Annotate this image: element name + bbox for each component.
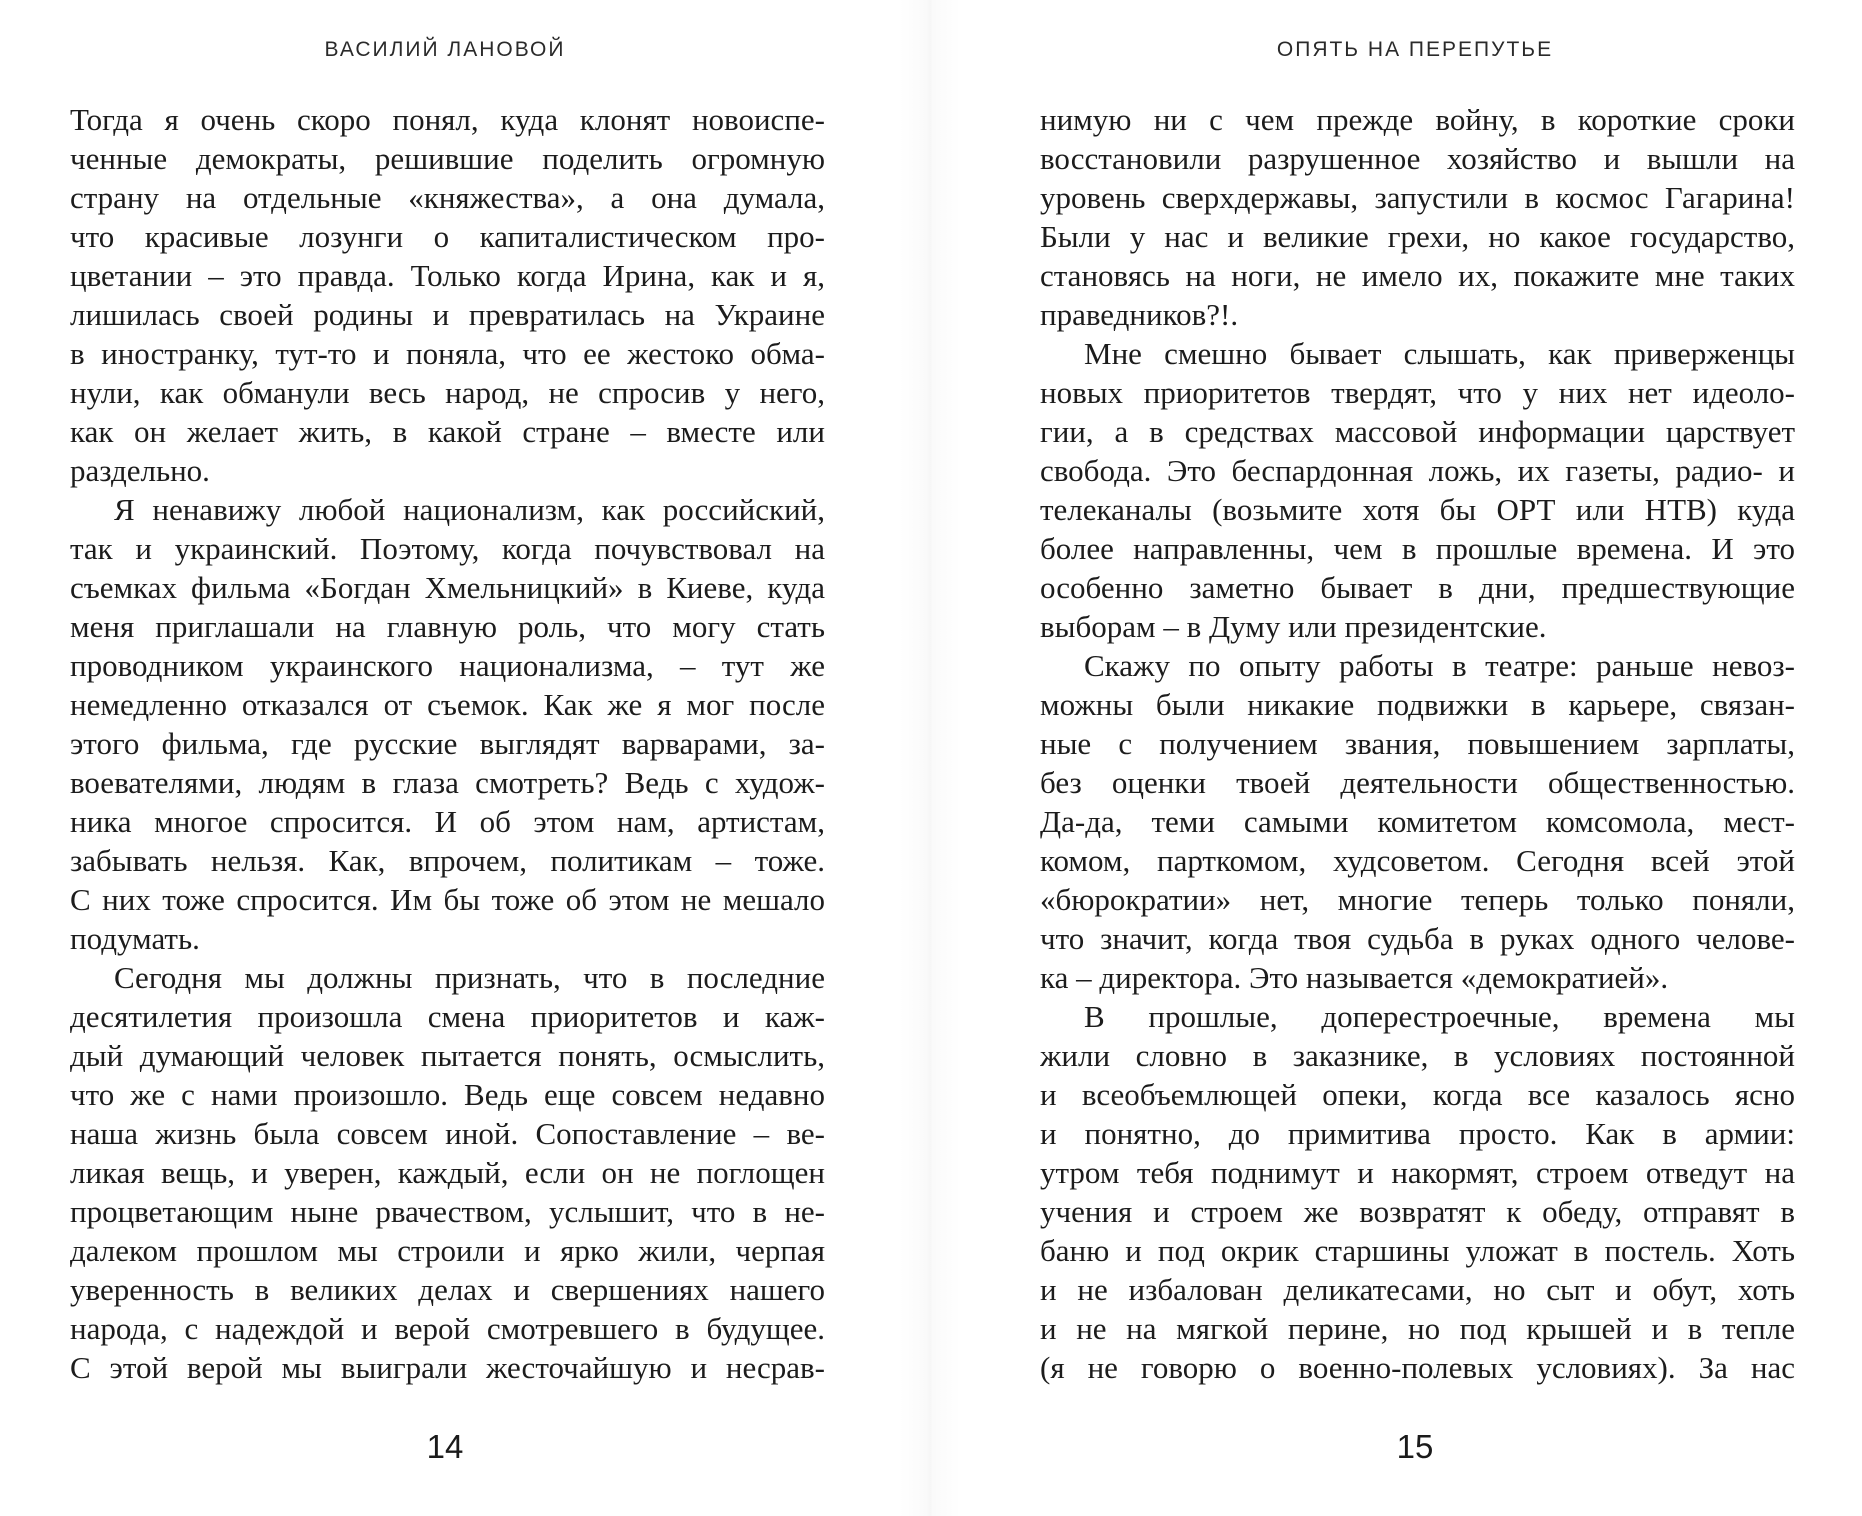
text-line: воевателями, людям в глаза смотреть? Ведь с худож-: [70, 765, 825, 800]
text-line: и понятно, до примитива просто. Как в армии:: [1040, 1116, 1795, 1151]
text-line: праведников?!.: [1040, 297, 1239, 332]
text-line: новых приоритетов твердят, что у них нет идеоло-: [1040, 375, 1795, 410]
text-line: Были у нас и великие грехи, но какое государство,: [1040, 219, 1795, 254]
text-line: нимую ни с чем прежде войну, в короткие сроки: [1040, 102, 1795, 137]
text-line: этого фильма, где русские выглядят варварами, за-: [70, 726, 825, 761]
right-body-text: [1040, 100, 1795, 1387]
text-line: Скажу по опыту работы в театре: раньше невоз-: [1084, 648, 1795, 683]
text-line: проводником украинского национализма, – тут же: [70, 648, 825, 683]
text-line: без оценки твоей деятельности общественностью.: [1040, 765, 1795, 800]
text-line: уровень сверхдержавы, запустили в космос Гагарина!: [1040, 180, 1795, 215]
text-line: немедленно отказался от съемок. Как же я мог после: [70, 687, 825, 722]
text-line: лишилась своей родины и превратилась на Украине: [70, 297, 825, 332]
text-line: Я ненавижу любой национализм, как российский,: [114, 492, 825, 527]
text-line: народа, с надеждой и верой смотревшего в будущее.: [70, 1311, 825, 1346]
text-line: «бюрократии» нет, многие теперь только поняли,: [1040, 882, 1795, 917]
text-line: жили словно в заказнике, в условиях постоянной: [1040, 1038, 1795, 1073]
text-line: ные с получением звания, повышением зарплаты,: [1040, 726, 1795, 761]
right-page: [1030, 0, 1800, 1516]
text-line: С этой верой мы выиграли жесточайшую и несрав-: [70, 1350, 825, 1385]
text-line: так и украинский. Поэтому, когда почувствовал на: [70, 531, 825, 566]
text-line: что же с нами произошло. Ведь еще совсем недавно: [70, 1077, 825, 1112]
text-line: что красивые лозунги о капиталистическом про-: [70, 219, 825, 254]
text-line: что значит, когда твоя судьба в руках одного челове-: [1040, 921, 1795, 956]
text-line: съемках фильма «Богдан Хмельницкий» в Киеве, куда: [70, 570, 825, 605]
text-line: подумать.: [70, 921, 200, 956]
left-page-number: 14: [426, 1428, 464, 1465]
left-page: [60, 0, 830, 1516]
text-line: меня приглашали на главную роль, что могу стать: [70, 609, 825, 644]
text-line: гии, а в средствах массовой информации царствует: [1040, 414, 1795, 449]
text-line: Мне смешно бывает слышать, как приверженцы: [1084, 336, 1795, 371]
text-line: Сегодня мы должны признать, что в последние: [114, 960, 825, 995]
text-line: более направленны, чем в прошлые времена. И это: [1040, 531, 1795, 566]
text-line: ченные демократы, решившие поделить огромную: [70, 141, 825, 176]
text-line: цветании – это правда. Только когда Ирина, как и я,: [70, 258, 825, 293]
text-line: телеканалы (возьмите хотя бы ОРТ или НТВ) куда: [1040, 492, 1795, 527]
text-line: в иностранку, тут-то и поняла, что ее жестоко обма-: [70, 336, 825, 371]
text-line: утром тебя поднимут и накормят, строем отведут на: [1040, 1155, 1795, 1190]
text-line: Тогда я очень скоро понял, куда клонят новоиспе-: [70, 102, 825, 137]
left-body-text: [70, 100, 825, 1387]
right-page-number: 15: [1396, 1428, 1434, 1465]
text-line: и не на мягкой перине, но под крышей и в тепле: [1040, 1311, 1795, 1346]
text-line: уверенность в великих делах и свершениях нашего: [70, 1272, 825, 1307]
text-line: далеком прошлом мы строили и ярко жили, черпая: [70, 1233, 825, 1268]
text-line: (я не говорю о военно-полевых условиях). За нас: [1040, 1350, 1795, 1385]
text-line: Да-да, теми самыми комитетом комсомола, мест-: [1040, 804, 1795, 839]
text-line: комом, парткомом, худсоветом. Сегодня всей этой: [1040, 843, 1795, 878]
text-line: учения и строем же возвратят к обеду, отправят в: [1040, 1194, 1795, 1229]
text-line: ника многое спросится. И об этом нам, артистам,: [70, 804, 825, 839]
left-running-head: ВАСИЛИЙ ЛАНОВОЙ: [324, 38, 566, 61]
text-line: становясь на ноги, не имело их, покажите мне таких: [1040, 258, 1795, 293]
text-line: и всеобъемлющей опеки, когда все казалось ясно: [1040, 1077, 1795, 1112]
text-line: ликая вещь, и уверен, каждый, если он не поглощен: [70, 1155, 825, 1190]
text-line: особенно заметно бывает в дни, предшествующие: [1040, 570, 1795, 605]
text-line: нули, как обманули весь народ, не спросив у него,: [70, 375, 825, 410]
text-line: как он желает жить, в какой стране – вместе или: [70, 414, 825, 449]
text-line: В прошлые, доперестроечные, времена мы: [1084, 999, 1795, 1034]
gutter: [900, 0, 960, 1516]
text-line: раздельно.: [70, 453, 210, 488]
text-line: выборам – в Думу или президентские.: [1040, 609, 1547, 644]
text-line: и не избалован деликатесами, но сыт и обут, хоть: [1040, 1272, 1795, 1307]
text-line: десятилетия произошла смена приоритетов и каж-: [70, 999, 825, 1034]
text-line: можны были никакие подвижки в карьере, связан-: [1040, 687, 1795, 722]
text-line: дый думающий человек пытается понять, осмыслить,: [70, 1038, 825, 1073]
text-line: баню и под окрик старшины уложат в постель. Хоть: [1040, 1233, 1795, 1268]
right-running-head: ОПЯТЬ НА ПЕРЕПУТЬЕ: [1276, 38, 1554, 61]
text-line: С них тоже спросится. Им бы тоже об этом не мешало: [70, 882, 825, 917]
text-line: восстановили разрушенное хозяйство и вышли на: [1040, 141, 1795, 176]
text-line: забывать нельзя. Как, впрочем, политикам – тоже.: [70, 843, 825, 878]
text-line: страну на отдельные «княжества», а она думала,: [70, 180, 825, 215]
text-line: наша жизнь была совсем иной. Сопоставление – ве-: [70, 1116, 825, 1151]
text-line: процветающим ныне рвачеством, услышит, что в не-: [70, 1194, 825, 1229]
text-line: ка – директора. Это называется «демократией».: [1040, 960, 1669, 995]
text-line: свобода. Это беспардонная ложь, их газеты, радио- и: [1040, 453, 1795, 488]
